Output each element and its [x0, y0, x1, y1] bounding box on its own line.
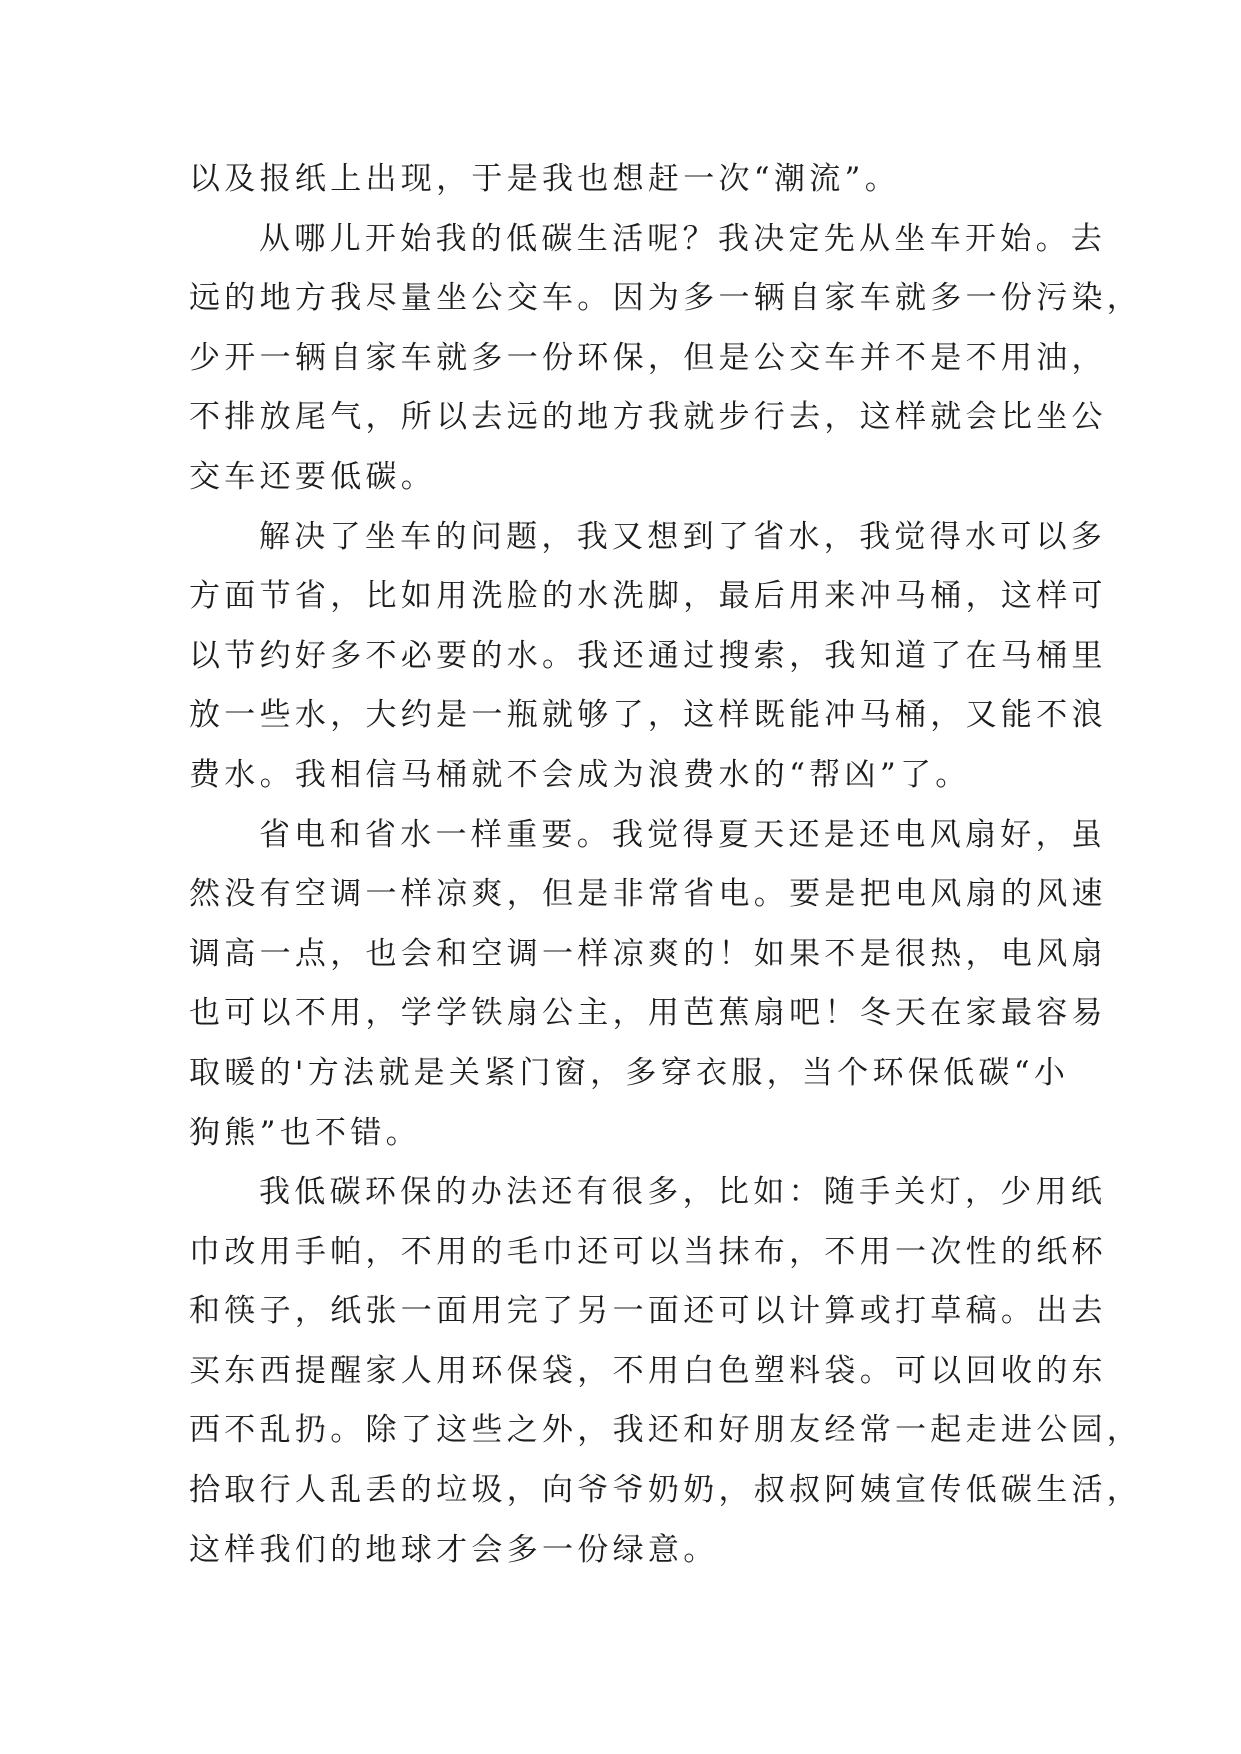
text-line: 这样我们的地球才会多一份绿意。	[189, 1531, 719, 1568]
text-line: 从哪儿开始我的低碳生活呢？我决定先从坐车开始。去	[259, 220, 1107, 257]
text-line: 解决了坐车的问题，我又想到了省水，我觉得水可以多	[259, 518, 1107, 555]
text-line: 以节约好多不必要的水。我还通过搜索，我知道了在马桶里	[189, 637, 1107, 674]
text-line: 不排放尾气，所以去远的地方我就步行去，这样就会比坐公	[189, 399, 1107, 436]
text-line: 交车还要低碳。	[189, 458, 437, 495]
text-line: 方面节省，比如用洗脸的水洗脚，最后用来冲马桶，这样可	[189, 578, 1107, 615]
text-line: 费水。我相信马桶就不会成为浪费水的“帮凶”了。	[189, 756, 971, 793]
text-line: 买东西提醒家人用环保袋，不用白色塑料袋。可以回收的东	[189, 1352, 1107, 1389]
text-line: 和筷子，纸张一面用完了另一面还可以计算或打草稿。出去	[189, 1293, 1107, 1330]
text-line: 然没有空调一样凉爽，但是非常省电。要是把电风扇的风速	[189, 876, 1107, 913]
text-line: 以及报纸上出现，于是我也想赶一次“潮流”。	[189, 161, 900, 197]
text-line: 省电和省水一样重要。我觉得夏天还是还电风扇好，虽	[259, 816, 1107, 853]
text-line: 拾取行人乱丢的垃圾，向爷爷奶奶，叔叔阿姨宣传低碳生活，	[189, 1472, 1143, 1509]
text-line: 远的地方我尽量坐公交车。因为多一辆自家车就多一份污染，	[189, 280, 1143, 317]
text-line: 狗熊”也不错。	[189, 1114, 421, 1151]
text-line: 放一些水，大约是一瓶就够了，这样既能冲马桶，又能不浪	[189, 697, 1107, 734]
text-line: 巾改用手帕，不用的毛巾还可以当抹布，不用一次性的纸杯	[189, 1233, 1107, 1270]
text-line: 也可以不用，学学铁扇公主，用芭蕉扇吧！冬天在家最容易	[189, 995, 1107, 1032]
essay-body	[189, 150, 1143, 1580]
text-line: 取暖的'方法就是关紧门窗，多穿衣服，当个环保低碳“小	[189, 1054, 1070, 1091]
text-line: 西不乱扔。除了这些之外，我还和好朋友经常一起走进公园，	[189, 1412, 1143, 1449]
text-line: 我低碳环保的办法还有很多，比如：随手关灯，少用纸	[259, 1174, 1107, 1211]
text-line: 少开一辆自家车就多一份环保，但是公交车并不是不用油，	[189, 339, 1107, 376]
text-line: 调高一点，也会和空调一样凉爽的！如果不是很热，电风扇	[189, 935, 1107, 972]
